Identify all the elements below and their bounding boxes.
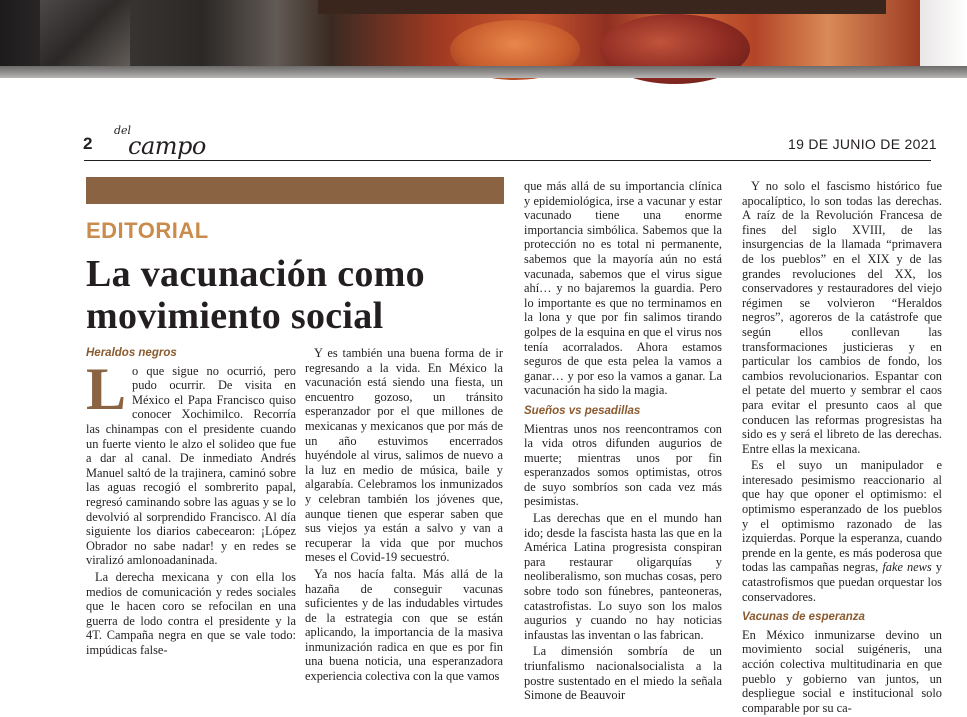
section-color-bar xyxy=(86,177,504,204)
fake-news-term: fake news xyxy=(882,560,932,575)
subhead-vacunas: Vacunas de esperanza xyxy=(742,611,865,624)
logo-campo: campo xyxy=(128,132,206,160)
title-line-2: movimiento social xyxy=(86,295,384,337)
page-number: 2 xyxy=(83,134,93,153)
paragraph-11: En México inmunizarse devino un movimiento social suigéneris, una acción colectiva multitudinaria en que pueblo y gobierno van juntos, un despliegue social e institucional solo comparable por su ca- xyxy=(742,627,942,715)
paragraph-2: La derecha mexicana y con ella los medios de comunicación y redes sociales que le hacen coro se refocilan en una guerra de lodo contra el presidente y la 4T. Campaña negra en que se vale todo: impúdicas false- xyxy=(86,569,296,657)
header-rule xyxy=(84,160,931,161)
photo-foliage xyxy=(40,0,130,66)
header-photo xyxy=(0,0,920,66)
section-label: EDITORIAL xyxy=(86,218,209,243)
page-edge xyxy=(920,0,967,66)
paragraph-10-a: Es el suyo un manipulador e interesado pesimismo reaccionario al que hay que oponer el optimismo: el optimismo esperanzado de los pueblos y el optimismo razonado de las izquierdas. Porque la esperanza, cuando prende en la gente, es más poderosa que todas las campañas negras, xyxy=(742,458,942,575)
paragraph-10 xyxy=(742,458,942,604)
page-fold-shadow xyxy=(0,66,967,78)
paragraph-9: Y no solo el fascismo histórico fue apocalíptico, lo son todas las derechas. A raíz de la Revolución Francesa de fines del siglo XVIII, de las insurgencias de la llamada “primavera de los pueblos” en el XIX y de las grandes revoluciones del XX, los conservadores y restauradores del viejo régimen se volvieron “Heraldos negros”, agoreros de la catástrofe que según ellos conllevan las transformaciones justicieras y en particular los cambios de fondo, los cambios revolucionarios. Espantar con el petate del muerto y sembrar el caos para evitar el presunto caos al que conducen las reformas progresistas ha sido es y será el libreto de las derechas. Entre ellas la mexicana. xyxy=(742,179,942,456)
subhead-suenos: Sueños vs pesadillas xyxy=(524,404,641,417)
paragraph-8: La dimensión sombría de un triunfalismo nacionalsocialista a la postre sustentado en el miedo la señala Simone de Beauvoir xyxy=(524,644,722,703)
logo-del: del xyxy=(114,124,132,137)
column-1 xyxy=(86,346,296,659)
column-3 xyxy=(524,179,722,705)
column-4 xyxy=(742,179,942,717)
photo-dark-band xyxy=(318,0,886,14)
paragraph-6: Mientras unos nos reencontramos con la vida otros difunden augurios de muerte; mientras unos por fin esperanzados somos optimistas, otros de suyo sombríos son cada vez más pesimistas. xyxy=(524,421,722,509)
paragraph-7: Las derechas que en el mundo han ido; desde la fascista hasta las que en la América Latina progresista conspiran para restaurar oligarquías y neoliberalismo, son muchas cosas, pero sobre todo son fúnebres, panteoneras, catastrofistas. Lo suyo son los malos augurios y cuando no hay noticias infaustas las inventan o las fabrican. xyxy=(524,511,722,642)
title-line-1: La vacunación como xyxy=(86,253,425,295)
drop-cap: L xyxy=(86,355,127,422)
paragraph-10-b: y catastrofismos que puedan orquestar los conservadores. xyxy=(742,560,942,604)
issue-date: 19 DE JUNIO DE 2021 xyxy=(788,136,937,152)
paragraph-5: que más allá de su importancia clínica y epidemiológica, irse a vacunar y estar vacunado tiene una enorme importancia simbólica. Sabemos que la protección no es total ni permanente, sabemos que la mayoría aún no está vacunada, sabemos que el virus sigue ahí… y no bajaremos la guardia. Pero lo importante es que no terminamos en la lona y que por fin salimos tirando golpes de la esquina en que el virus nos tenía acorralados. Ahora estamos seguros de que esta pelea la vamos a ganar… y por eso la vamos a ganar. La vacunación ha sido la magia. xyxy=(524,179,722,398)
article-title xyxy=(86,253,526,337)
paragraph-1: o que sigue no ocurrió, pero pudo ocurrir. De visita en México el Papa Francisco quiso conocer Xochimilco. Recorría las chinampas con el presidente cuando un fuerte viento le alzo el solideo que fue a dar al canal. De inmediato Andrés Manuel saltó de la trajinera, caminó sobre las aguas recogió el sombrerito papal, regresó caminando sobre las aguas y se lo devolvió al sorprendido Francisco. Al día siguiente los diarios cabecearon: ¡López Obrador no sabe nadar! y en redes se viralizó amlonoadaninada. xyxy=(86,363,296,568)
subhead-heraldos: Heraldos negros xyxy=(86,347,177,359)
paragraph-3: Y es también una buena forma de ir regresando a la vida. En México la vacunación está siendo una fiesta, un encuentro gozoso, un tránsito esperanzador por el que millones de mexicanas y mexicanos que por más de un año estuvimos encerrados huyéndole al virus, salimos de nuevo a la luz en medio de música, baile y algarabía. Celebramos los inmunizados y celebran también los jóvenes que, aunque tienen que esperar saben que sus viejos ya están a salvo y van a recuperar la vida que por muchos meses el Covid-19 secuestró. xyxy=(305,346,503,565)
paragraph-4: Ya nos hacía falta. Más allá de la hazaña de conseguir vacunas suficientes y de las indudables virtudes de la estrategia con que se están aplicando, la importancia de la masiva inmunización radica en que es por fin una buena noticia, una esperanzadora experiencia colectiva con la que vamos xyxy=(305,566,503,684)
column-2 xyxy=(305,346,503,686)
